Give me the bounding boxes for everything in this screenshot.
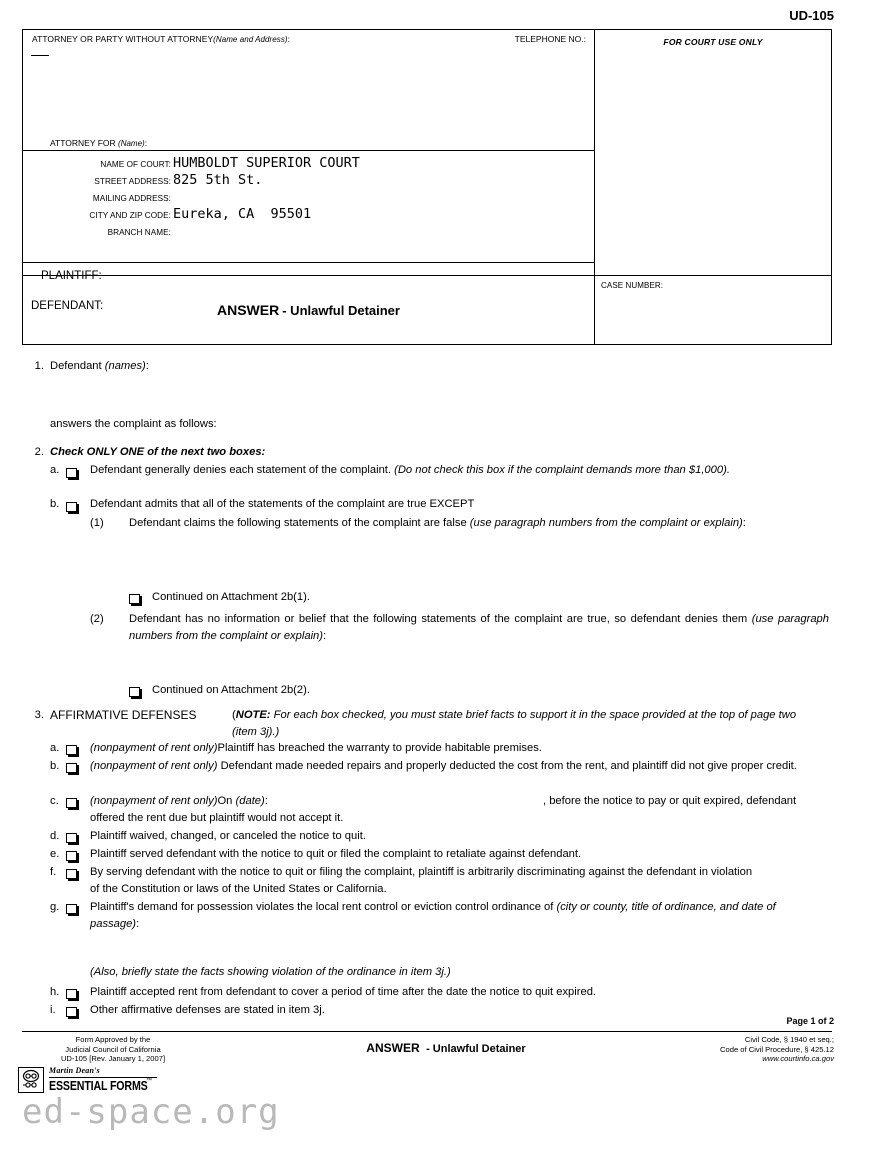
item-3b-checkbox[interactable]: [66, 761, 77, 778]
caption-right-column: [595, 30, 831, 344]
item-2b1-attachment-label: Continued on Attachment 2b(1).: [152, 591, 310, 603]
item-2b1-text-block: [129, 515, 829, 532]
item-3i-row: [0, 1002, 892, 1020]
item-2b1-writein-area[interactable]: [0, 551, 892, 589]
item-2a-text-block: [90, 462, 830, 479]
attorney-party-label: [32, 34, 290, 44]
defendant-label: DEFENDANT:: [31, 300, 104, 312]
item-1-answers-row: [0, 416, 892, 444]
item-3e-letter: e.: [50, 848, 60, 860]
item-2a-letter: a.: [50, 464, 60, 476]
item-3c-date-italic: (date): [235, 795, 265, 807]
footer-right-block: [604, 1035, 834, 1064]
attorney-party-label-italic: (Name and Address): [213, 35, 288, 44]
item-3g-text: Plaintiff's demand for possession violates the local rent control or eviction control ordinance of: [90, 901, 554, 913]
form-title-bold: ANSWER: [217, 302, 280, 318]
item-3g-writein-area[interactable]: [0, 934, 892, 964]
item-3i-letter: i.: [50, 1004, 56, 1016]
item-3g-trailing-colon: :: [136, 917, 140, 930]
item-2b1-marker: (1): [90, 517, 104, 529]
item-3c-text-block: [90, 793, 830, 826]
court-row-branch-name: [23, 222, 594, 239]
item-2b-row: [0, 496, 892, 515]
court-row-street-address: [23, 171, 594, 188]
item-2a-row: [0, 462, 892, 496]
item-3c-row: [0, 793, 892, 828]
item-2a-italic: (Do not check this box if the complaint demands more than $1,000).: [394, 464, 730, 476]
attorney-party-label-colon: :: [287, 34, 291, 44]
footer-title-bold: ANSWER: [366, 1041, 420, 1055]
attorney-for-label: [50, 138, 147, 148]
telephone-label: TELEPHONE NO.:: [514, 34, 586, 44]
footer-ccp-line: Code of Civil Procedure, § 425.12: [720, 1044, 834, 1054]
item-2b2-attachment-checkbox[interactable]: [129, 685, 140, 702]
item-3e-text: Plaintiff served defendant with the notice to quit or filed the complaint to retaliate against defendant.: [90, 848, 582, 860]
item-3-note-block: [232, 707, 822, 740]
item-3g-also-note: (Also, briefly state the facts showing violation of the ordinance in item 3j.): [90, 966, 451, 978]
item-3a-italic-prefix: (nonpayment of rent only): [90, 742, 218, 754]
item-3a-text-block: [90, 740, 830, 757]
footer-website-url: www.courtinfo.ca.gov: [762, 1054, 834, 1064]
footer-approved-line-2: Judicial Council of California: [65, 1044, 161, 1054]
item-3-row: [0, 707, 892, 740]
item-3g-row: [0, 899, 892, 934]
footer-title-rest: - Unlawful Detainer: [426, 1043, 526, 1055]
face-glyph-icon: [19, 1068, 43, 1092]
item-2a-text: Defendant generally denies each statement of the complaint.: [90, 464, 392, 476]
item-3c-text: On: [217, 795, 233, 807]
caption-box: [22, 29, 832, 345]
item-1-number: 1.: [34, 360, 44, 372]
item-3c-letter: c.: [50, 795, 59, 807]
item-3-number: 3.: [34, 709, 44, 721]
label-name-of-court: NAME OF COURT:: [100, 160, 171, 169]
item-2a-checkbox[interactable]: [66, 466, 77, 483]
item-3b-italic-prefix: (nonpayment of rent only): [90, 760, 218, 772]
item-2-heading: Check ONLY ONE of the next two boxes:: [50, 446, 266, 458]
item-2b2-marker: (2): [90, 613, 104, 625]
item-3c-italic-prefix: (nonpayment of rent only): [90, 795, 218, 807]
attorney-for-italic: (Name): [118, 139, 145, 148]
item-2b1-row: [0, 515, 892, 551]
item-2b2-text-block: [129, 611, 829, 644]
item-1-defendant-names-field[interactable]: [0, 376, 892, 416]
footer-divider: [22, 1031, 832, 1032]
value-name-of-court[interactable]: HUMBOLDT SUPERIOR COURT: [173, 155, 360, 171]
essential-forms-trademark: ™: [146, 1078, 152, 1084]
value-city-zip[interactable]: Eureka, CA 95501: [173, 206, 312, 222]
essential-forms-brand: Martin Dean's: [49, 1066, 100, 1075]
item-3b-letter: b.: [50, 760, 60, 772]
item-3a-text: Plaintiff has breached the warranty to provide habitable premises.: [217, 742, 542, 754]
court-row-mailing-address: [23, 188, 594, 205]
item-1-label: Defendant: [50, 360, 102, 372]
item-1-row: [0, 358, 892, 376]
footer-approved-line-1: Form Approved by the: [75, 1035, 151, 1044]
item-3g-letter: g.: [50, 901, 60, 913]
item-3f-letter: f.: [50, 866, 57, 878]
item-3f-checkbox[interactable]: [66, 867, 77, 884]
label-branch-name: BRANCH NAME:: [107, 228, 171, 237]
plaintiff-label: PLAINTIFF:: [41, 270, 102, 282]
item-2b1-text: Defendant claims the following statements of the complaint are false: [129, 517, 467, 529]
footer-revision-line: UD-105 [Rev. January 1, 2007]: [60, 1054, 166, 1064]
item-1-answers-line: answers the complaint as follows:: [50, 418, 217, 430]
item-3d-row: [0, 828, 892, 846]
item-3-note-bold: NOTE:: [235, 709, 271, 721]
essential-forms-badge-icon: [18, 1067, 44, 1093]
item-1-colon: :: [145, 360, 149, 372]
item-3c-text-after: , before the notice to pay or quit expired, defendant offered the rent due but plaintiff would not accept it.: [90, 795, 797, 824]
court-row-name-of-court: [23, 154, 594, 171]
item-3e-row: [0, 846, 892, 864]
item-2b-text: Defendant admits that all of the statements of the complaint are true EXCEPT: [90, 498, 475, 510]
item-3g-text-block: [90, 899, 790, 932]
court-row-city-zip: [23, 205, 594, 222]
item-3b-text-block: [90, 758, 830, 775]
item-3g-trailing-italic: (city or county, title of ordinance, and date of passage): [90, 901, 776, 930]
form-title-cell: [23, 275, 594, 344]
item-2-number: 2.: [34, 446, 44, 458]
item-3a-letter: a.: [50, 742, 60, 754]
item-3b-text: Defendant made needed repairs and properly deducted the cost from the rent, and plaintiff did not give proper credit.: [220, 760, 797, 772]
essential-forms-name: ESSENTIAL FORMS: [49, 1078, 148, 1093]
item-3-note-italic: For each box checked, you must state brief facts to support it in the space provided at the top of page two (item 3j).): [232, 709, 797, 738]
for-court-use-only-label: FOR COURT USE ONLY: [663, 37, 763, 47]
item-2-row: [0, 444, 892, 462]
item-3c-checkbox[interactable]: [66, 796, 77, 813]
value-street-address[interactable]: 825 5th St.: [173, 172, 263, 188]
label-street-address: STREET ADDRESS:: [94, 177, 171, 186]
form-number: UD-105: [789, 8, 834, 23]
item-2b1-attachment-row: [0, 589, 892, 611]
attorney-for-colon: :: [144, 138, 148, 148]
footer-civil-code-line: Civil Code, § 1940 et seq.;: [744, 1035, 834, 1044]
item-3h-letter: h.: [50, 986, 60, 998]
item-2b2-italic: (use paragraph numbers from the complaint or explain): [129, 613, 829, 642]
item-3g-also-note-row: [0, 964, 892, 984]
page-number-label: Page 1 of 2: [786, 1016, 834, 1026]
item-3h-text: Plaintiff accepted rent from defendant to cover a period of time after the date the notice to quit expired.: [90, 986, 597, 998]
item-2b-letter: b.: [50, 498, 60, 510]
item-3c-date-colon: :: [264, 795, 268, 807]
item-2b1-colon: :: [742, 517, 746, 529]
item-2b2-writein-area[interactable]: [0, 647, 892, 682]
item-1-text: [50, 358, 149, 375]
case-number-cell[interactable]: [595, 275, 831, 344]
item-2b1-attachment-checkbox[interactable]: [129, 592, 140, 609]
address-dash-mark: [31, 55, 49, 56]
item-3d-text: Plaintiff waived, changed, or canceled the notice to quit.: [90, 830, 366, 842]
attorney-party-label-text: ATTORNEY OR PARTY WITHOUT ATTORNEY: [32, 34, 214, 44]
item-3a-row: [0, 740, 892, 758]
item-3i-checkbox[interactable]: [66, 1005, 77, 1022]
item-2b1-italic: (use paragraph numbers from the complaint or explain): [469, 517, 743, 529]
item-3h-row: [0, 984, 892, 1002]
item-3i-text: Other affirmative defenses are stated in item 3j.: [90, 1004, 325, 1016]
item-3-heading: AFFIRMATIVE DEFENSES: [50, 708, 197, 722]
item-3-note-open: (: [232, 709, 236, 721]
item-2b2-attachment-label: Continued on Attachment 2b(2).: [152, 684, 310, 696]
form-body: [0, 358, 892, 1020]
item-3b-row: [0, 758, 892, 793]
watermark-text: ed-space.org: [22, 1092, 280, 1132]
attorney-for-text: ATTORNEY FOR: [50, 138, 116, 148]
form-title-rest: - Unlawful Detainer: [282, 302, 400, 318]
item-3f-text: By serving defendant with the notice to quit or filing the complaint, plaintiff is arbitrarily discriminating against the defendant in violation of the Constitution or laws of the United States or California.: [90, 866, 753, 895]
item-2b2-text: Defendant has no information or belief that the following statements of the complaint are true, so defendant denies them: [129, 613, 748, 625]
item-2b2-colon: :: [323, 629, 327, 642]
item-3g-checkbox[interactable]: [66, 902, 77, 919]
item-2b2-attachment-row: [0, 682, 892, 707]
item-1-italic: (names): [104, 360, 146, 372]
item-3f-row: [0, 864, 892, 899]
label-mailing-address: MAILING ADDRESS:: [92, 194, 171, 203]
label-city-zip: CITY AND ZIP CODE:: [89, 211, 171, 220]
caption-left-column: [23, 30, 595, 344]
item-2b2-row: [0, 611, 892, 647]
case-number-label: CASE NUMBER:: [601, 281, 664, 290]
court-info-block: [23, 150, 594, 239]
item-3d-letter: d.: [50, 830, 60, 842]
